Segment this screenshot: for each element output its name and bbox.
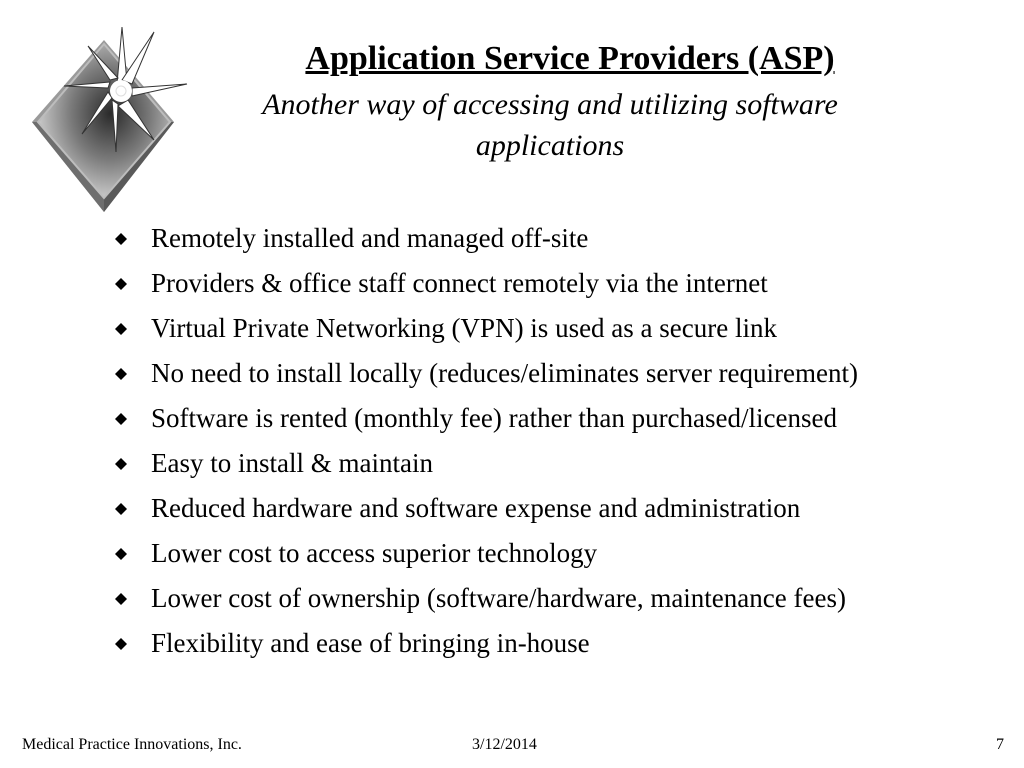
diamond-starburst-icon — [22, 22, 192, 222]
page-subtitle: Another way of accessing and utilizing software applications — [262, 88, 838, 162]
footer-company: Medical Practice Innovations, Inc. — [22, 736, 242, 753]
diamond-bullet-icon — [115, 323, 127, 335]
list-item-text: Lower cost of ownership (software/hardware, maintenance fees) — [151, 583, 846, 613]
list-item — [112, 445, 992, 481]
list-item — [112, 580, 992, 616]
list-item-text: No need to install locally (reduces/eliminates server requirement) — [151, 358, 858, 388]
footer-page-number: 7 — [996, 736, 1004, 753]
list-item-text: Flexibility and ease of bringing in-house — [151, 628, 590, 658]
list-item-text: Software is rented (monthly fee) rather than purchased/licensed — [151, 403, 837, 433]
list-item — [112, 220, 992, 256]
diamond-bullet-icon — [115, 458, 127, 470]
list-item — [112, 355, 992, 391]
diamond-bullet-icon — [115, 233, 127, 245]
list-item-text: Providers & office staff connect remotely via the internet — [151, 268, 768, 298]
list-item — [112, 400, 992, 436]
list-item-text: Easy to install & maintain — [151, 448, 433, 478]
diamond-bullet-icon — [115, 503, 127, 515]
list-item-text: Reduced hardware and software expense and administration — [151, 493, 801, 523]
diamond-bullet-icon — [115, 593, 127, 605]
list-item — [112, 265, 992, 301]
diamond-bullet-icon — [115, 413, 127, 425]
list-item-text: Virtual Private Networking (VPN) is used as a secure link — [151, 313, 777, 343]
list-item — [112, 310, 992, 346]
list-item — [112, 625, 992, 661]
list-item — [112, 535, 992, 571]
diamond-bullet-icon — [115, 638, 127, 650]
list-item-text: Remotely installed and managed off-site — [151, 223, 589, 253]
page-title: Application Service Providers (ASP) — [305, 40, 835, 77]
diamond-bullet-icon — [115, 548, 127, 560]
diamond-bullet-icon — [115, 278, 127, 290]
footer-date: 3/12/2014 — [472, 736, 537, 753]
list-item — [112, 490, 992, 526]
bullet-list — [112, 220, 992, 670]
list-item-text: Lower cost to access superior technology — [151, 538, 598, 568]
diamond-bullet-icon — [115, 368, 127, 380]
